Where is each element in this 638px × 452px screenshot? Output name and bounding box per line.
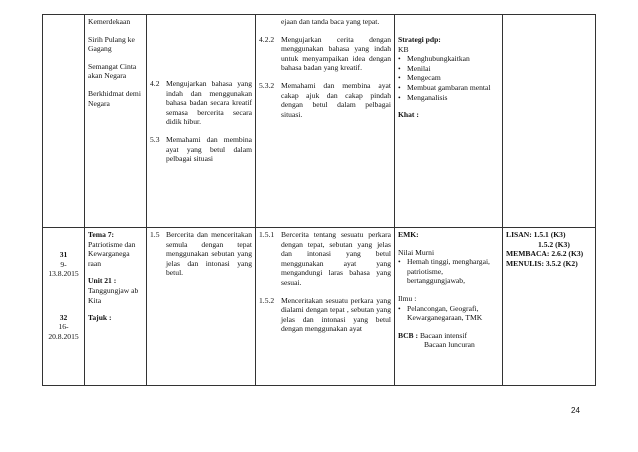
strategy-sub: KB bbox=[398, 44, 409, 54]
content-standard-cell bbox=[147, 15, 256, 228]
ilmu-label: Ilmu : bbox=[398, 293, 417, 303]
list-item: • Pelancongan, Geografi, Kewarganegaraan, TMK bbox=[398, 303, 483, 323]
week-date: 20.8.2015 bbox=[48, 331, 79, 341]
learning-text: Bercerita tentang sesuatu perkara dengan tepat, sebutan yang jelas dan intonasi yang betul menggunakan ayat yang mengandungi laras bahasa yang sesuai. bbox=[281, 230, 391, 287]
nilai-label: Nilai Murni bbox=[398, 247, 435, 257]
tema-label: Tema 7: bbox=[88, 230, 115, 239]
page-number: 24 bbox=[571, 406, 580, 415]
learning-number: 1.5.2 bbox=[259, 295, 275, 305]
theme-line: Sirih Pulang ke Gagang bbox=[88, 34, 135, 54]
standard-number: 5.3 bbox=[150, 134, 160, 144]
assessment-line: MENULIS: 3.5.2 (K2) bbox=[506, 258, 578, 268]
list-item: • Menganalisis bbox=[398, 92, 448, 102]
list-item: • Membuat gambaran mental bbox=[398, 82, 491, 92]
learning-number: 5.3.2 bbox=[259, 80, 275, 90]
list-item: • Menghubungkaitkan bbox=[398, 54, 470, 64]
theme-cell bbox=[85, 228, 147, 386]
bcb-line: Bacaan intensif bbox=[419, 330, 467, 340]
learning-item bbox=[259, 35, 391, 73]
theme-line: Kemerdekaan bbox=[88, 17, 131, 26]
assessment-line: 1.5.2 (K3) bbox=[538, 239, 570, 249]
bcb-label: BCB : bbox=[398, 330, 419, 340]
learning-text: ejaan dan tanda baca yang tepat. bbox=[281, 17, 380, 26]
learning-standard-cell bbox=[256, 15, 395, 228]
assessment-cell bbox=[503, 15, 596, 228]
standard-item bbox=[150, 79, 252, 127]
learning-number: 1.5.1 bbox=[259, 230, 275, 239]
week-cell bbox=[43, 228, 85, 386]
assessment-line: MEMBACA: 2.6.2 (K3) bbox=[506, 249, 584, 259]
week-date: 13.8.2015 bbox=[48, 269, 79, 279]
activity-cell bbox=[395, 15, 503, 228]
unit-label: Unit 21 : bbox=[88, 276, 117, 286]
strategy-list bbox=[398, 54, 499, 102]
theme-line: Berkhidmat demi Negara bbox=[88, 88, 141, 108]
learning-item bbox=[259, 81, 391, 119]
learning-standard-cell bbox=[256, 228, 395, 386]
standard-text: Mengujarkan bahasa yang indah dan menggunakan bahasa badan secara kreatif semasa bercerita secara didik hibur. bbox=[166, 79, 252, 127]
nilai-list bbox=[398, 257, 499, 286]
content-standard-cell bbox=[147, 228, 256, 386]
strategy-title: Strategi pdp: bbox=[398, 35, 441, 44]
theme-cell bbox=[85, 15, 147, 228]
learning-number: 4.2.2 bbox=[259, 34, 275, 44]
learning-item bbox=[259, 296, 391, 334]
standard-text: Memahami dan membina ayat yang betul dalam pelbagai situasi bbox=[166, 134, 252, 164]
learning-text: Memahami dan membina ayat cakap ajuk dan cakap pindah dengan betul dalam pelbagai situasi. bbox=[281, 80, 391, 119]
activity-cell bbox=[395, 228, 503, 386]
ilmu-list bbox=[398, 304, 499, 323]
list-item: • Mengecam bbox=[398, 73, 441, 83]
list-item: • Hemah tinggi, menghargai, patriotisme, bertanggungjawab, bbox=[398, 257, 490, 286]
theme-line: Semangat Cinta akan Negara bbox=[88, 61, 137, 81]
bcb-block bbox=[398, 331, 499, 341]
khat-label: Khat : bbox=[398, 110, 419, 120]
standard-number: 1.5 bbox=[150, 230, 160, 239]
week-number: 32 bbox=[59, 312, 68, 322]
week-sub: 16- bbox=[58, 322, 69, 332]
unit-text: Tanggungjaw ab Kita bbox=[88, 285, 139, 305]
tajuk-label: Tajuk : bbox=[88, 313, 112, 323]
standard-item bbox=[150, 230, 252, 278]
learning-text: Menceritakan sesuatu perkara yang dialami dengan tepat , sebutan yang jelas dan intonasi yang betul dengan menggunakan ayat bbox=[281, 295, 391, 334]
tema-text: Patriotisme dan Kewarganega raan bbox=[88, 239, 136, 268]
assessment-cell bbox=[503, 228, 596, 386]
learning-text: Mengujarkan cerita dengan menggunakan bahasa yang indah untuk menyampaikan idea dengan bahasa badan yang kreatif. bbox=[281, 34, 391, 73]
assessment-line: LISAN: 1.5.1 (K3) bbox=[506, 230, 566, 239]
table-row bbox=[43, 15, 596, 228]
week-cell bbox=[43, 15, 85, 228]
lesson-plan-table bbox=[42, 14, 596, 386]
learning-item bbox=[259, 230, 391, 288]
standard-item bbox=[150, 135, 252, 164]
standard-number: 4.2 bbox=[150, 79, 160, 88]
list-item: • Menilai bbox=[398, 63, 431, 73]
table-row bbox=[43, 228, 596, 386]
week-number: 31 bbox=[59, 250, 68, 259]
standard-text: Bercerita dan menceritakan semula dengan tepat menggunakan sebutan yang jelas dan intonasi yang betul. bbox=[166, 230, 252, 278]
emk-title: EMK: bbox=[398, 230, 419, 239]
week-sub: 9- bbox=[60, 259, 67, 269]
bcb-line: Bacaan luncuran bbox=[424, 340, 475, 350]
